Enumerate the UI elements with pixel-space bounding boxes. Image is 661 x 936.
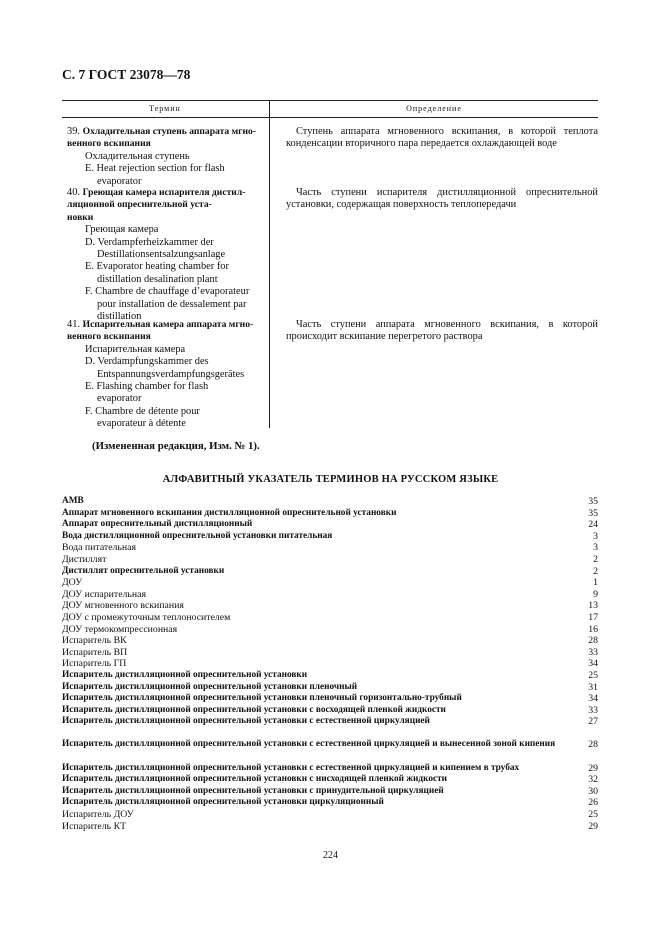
page-header: С. 7 ГОСТ 23078—78 — [62, 67, 191, 82]
term-title — [67, 126, 265, 138]
index-row — [62, 600, 598, 612]
term-foreign: F. Chambre de chauffage d’evaporateur — [85, 286, 250, 298]
index-term: ДОУ термокомпрессионная — [62, 623, 178, 635]
index-row — [62, 658, 598, 670]
term-foreign-cont: Destillationsentsalzungsanlage — [97, 249, 226, 261]
index-row — [62, 705, 598, 717]
term-entry-39 — [67, 126, 265, 188]
index-term: Испаритель дистилляционной опреснительной установки с восходящей пленкой жидкости — [62, 704, 446, 715]
term-title-line: венного вскипания — [67, 331, 151, 343]
term-number: 39. — [67, 126, 80, 137]
index-row — [62, 809, 598, 821]
index-term: Вода дистилляционной опреснительной установки питательная — [62, 530, 333, 541]
index-row — [62, 797, 598, 809]
definition-40: Часть ступени испарителя дистилляционной опреснительной установки, содержащая поверхность теплопередачи — [286, 187, 598, 211]
amendment-note: (Измененная редакция, Изм. № 1). — [92, 440, 260, 452]
term-foreign: F. Chambre de détente pour — [85, 405, 200, 417]
index-term: АМВ — [62, 496, 84, 506]
index-term: Дистиллят — [62, 553, 107, 565]
index-row — [62, 716, 598, 728]
index-page-ref: 2 — [593, 565, 598, 577]
term-foreign-cont: pour installation de dessalement par — [97, 298, 247, 310]
index-page-ref: 34 — [588, 693, 598, 705]
index-row — [62, 519, 598, 531]
term-foreign: D. Verdampfungskammer des — [85, 356, 209, 368]
index-page-ref: 9 — [593, 588, 598, 600]
index-term: Испаритель КТ — [62, 820, 127, 832]
index-row — [62, 531, 598, 543]
index-term: Вода питательная — [62, 542, 136, 554]
index-page-ref: 27 — [588, 716, 598, 728]
term-title-line: новки — [67, 211, 94, 223]
index-term: ДОУ мгновенного вскипания — [62, 600, 184, 612]
index-page-ref: 2 — [593, 553, 598, 565]
index-term: Испаритель ДОУ — [62, 809, 134, 821]
term-foreign: D. Verdampferheizkammer der — [85, 236, 214, 248]
index-term: ДОУ испарительная — [62, 588, 147, 600]
index-row — [62, 566, 598, 578]
index-row — [62, 786, 598, 798]
term-foreign-cont: distillation desalination plant — [97, 273, 218, 285]
term-foreign: E. Flashing chamber for flash — [85, 381, 209, 393]
column-header-definition: Определение — [269, 101, 598, 117]
index-page-ref: 13 — [588, 600, 598, 612]
index-term: Испаритель дистилляционной опреснительной установки с нисходящей пленкой жидкости — [62, 774, 448, 785]
index-page-ref: 29 — [588, 762, 598, 774]
index-term: Аппарат мгновенного вскипания дистилляционной опреснительной установки — [62, 507, 397, 518]
index-row — [62, 624, 598, 636]
index-page-ref: 31 — [588, 681, 598, 693]
term-foreign-cont: evaporator — [97, 175, 142, 187]
index-page-ref: 3 — [593, 530, 598, 542]
index-row — [62, 496, 598, 508]
index-row — [62, 682, 598, 694]
term-title-line: ляционной опреснительной уста- — [67, 199, 212, 211]
index-row — [62, 728, 598, 751]
index-page-ref: 34 — [588, 658, 598, 670]
index-page-ref: 16 — [588, 623, 598, 635]
index-page-ref: 3 — [593, 542, 598, 554]
index-row — [62, 508, 598, 520]
index-term: Испаритель дистилляционной опреснительной установки с естественной циркуляцией — [62, 716, 430, 727]
index-term: Испаритель дистилляционной опреснительной установки циркуляционный — [62, 797, 384, 808]
term-foreign-cont: evaporator — [97, 393, 142, 405]
term-title-line: венного вскипания — [67, 138, 151, 150]
term-foreign: E. Heat rejection section for flash — [85, 163, 225, 175]
index-row — [62, 577, 598, 589]
index-term: Испаритель дистилляционной опреснительной установки пленочный горизонтально-трубный — [62, 693, 462, 704]
index-page-ref: 25 — [588, 809, 598, 821]
term-number: 40. — [67, 187, 80, 198]
index-row — [62, 554, 598, 566]
column-divider — [269, 116, 270, 428]
index-page-ref: 35 — [588, 507, 598, 519]
index-term: Испаритель дистилляционной опреснительной установки с естественной циркуляцией и кипением в трубах — [62, 762, 520, 773]
index-term: Испаритель ВК — [62, 635, 127, 647]
term-foreign-cont: Entspannungsverdampfungsgerätes — [97, 368, 245, 380]
index-page-ref: 28 — [588, 739, 598, 751]
index-row — [62, 821, 598, 833]
index-term: ДОУ — [62, 577, 83, 589]
index-term: Испаритель ВП — [62, 646, 128, 658]
index-term: Дистиллят опреснительной установки — [62, 565, 225, 576]
index-row — [62, 647, 598, 659]
column-header-term: Термин — [149, 104, 181, 113]
definition-39: Ступень аппарата мгновенного вскипания, в которой теплота конденсации вторичного пара передается охлаждающей воде — [286, 126, 598, 150]
term-entry-41 — [67, 319, 265, 431]
index-row — [62, 635, 598, 647]
page-number: 224 — [323, 850, 338, 861]
term-entry-40 — [67, 187, 265, 323]
index-term: Испаритель дистилляционной опреснительной установки пленочный — [62, 681, 358, 692]
index-page-ref: 35 — [588, 496, 598, 507]
table-header — [62, 100, 598, 118]
term-number: 41. — [67, 319, 80, 330]
term-title — [67, 319, 265, 331]
index-row — [62, 589, 598, 601]
index-page-ref: 30 — [588, 785, 598, 797]
index-title: АЛФАВИТНЫЙ УКАЗАТЕЛЬ ТЕРМИНОВ НА РУССКОМ ЯЗЫКЕ — [162, 474, 499, 485]
term-synonym: Охладительная ступень — [85, 150, 190, 162]
index-page-ref: 26 — [588, 797, 598, 809]
index-term: Испаритель дистилляционной опреснительной установки — [62, 669, 308, 680]
term-foreign-cont: distillation — [97, 311, 142, 323]
index-page-ref: 17 — [588, 611, 598, 623]
term-synonym: Греющая камера — [85, 224, 159, 236]
index-row — [62, 612, 598, 624]
index-row — [62, 670, 598, 682]
term-foreign: E. Evaporator heating chamber for — [85, 261, 229, 273]
index-term: Испаритель дистилляционной опреснительной установки с естественной циркуляцией и вынесенной зоной кипения — [62, 739, 556, 750]
index-term: ДОУ с промежуточным теплоносителем — [62, 611, 231, 623]
index-page-ref: 24 — [588, 519, 598, 531]
index-page-ref: 1 — [593, 577, 598, 589]
index-row — [62, 774, 598, 786]
term-title-line: Испарительная камера аппарата мгно- — [82, 319, 254, 330]
index-row — [62, 751, 598, 774]
alphabetical-index — [62, 496, 598, 832]
index-page-ref: 32 — [588, 774, 598, 786]
index-row — [62, 693, 598, 705]
term-foreign-cont: evaporateur à détente — [97, 418, 186, 430]
definition-41: Часть ступени аппарата мгновенного вскипания, в которой происходит вскипание перегретого раствора — [286, 319, 598, 343]
index-page-ref: 33 — [588, 704, 598, 716]
index-term: Аппарат опреснительный дистилляционный — [62, 519, 253, 530]
term-title — [67, 187, 265, 199]
index-term: Испаритель дистилляционной опреснительной установки с принудительной циркуляцией — [62, 785, 444, 796]
index-page-ref: 29 — [588, 820, 598, 832]
index-page-ref: 28 — [588, 635, 598, 647]
index-row — [62, 542, 598, 554]
term-synonym: Испарительная камера — [85, 343, 186, 355]
index-page-ref: 25 — [588, 669, 598, 681]
term-title-line: Греющая камера испарителя дистил- — [82, 187, 246, 198]
index-term: Испаритель ГП — [62, 658, 127, 670]
index-page-ref: 33 — [588, 646, 598, 658]
term-title-line: Охладительная ступень аппарата мгно- — [82, 126, 257, 137]
